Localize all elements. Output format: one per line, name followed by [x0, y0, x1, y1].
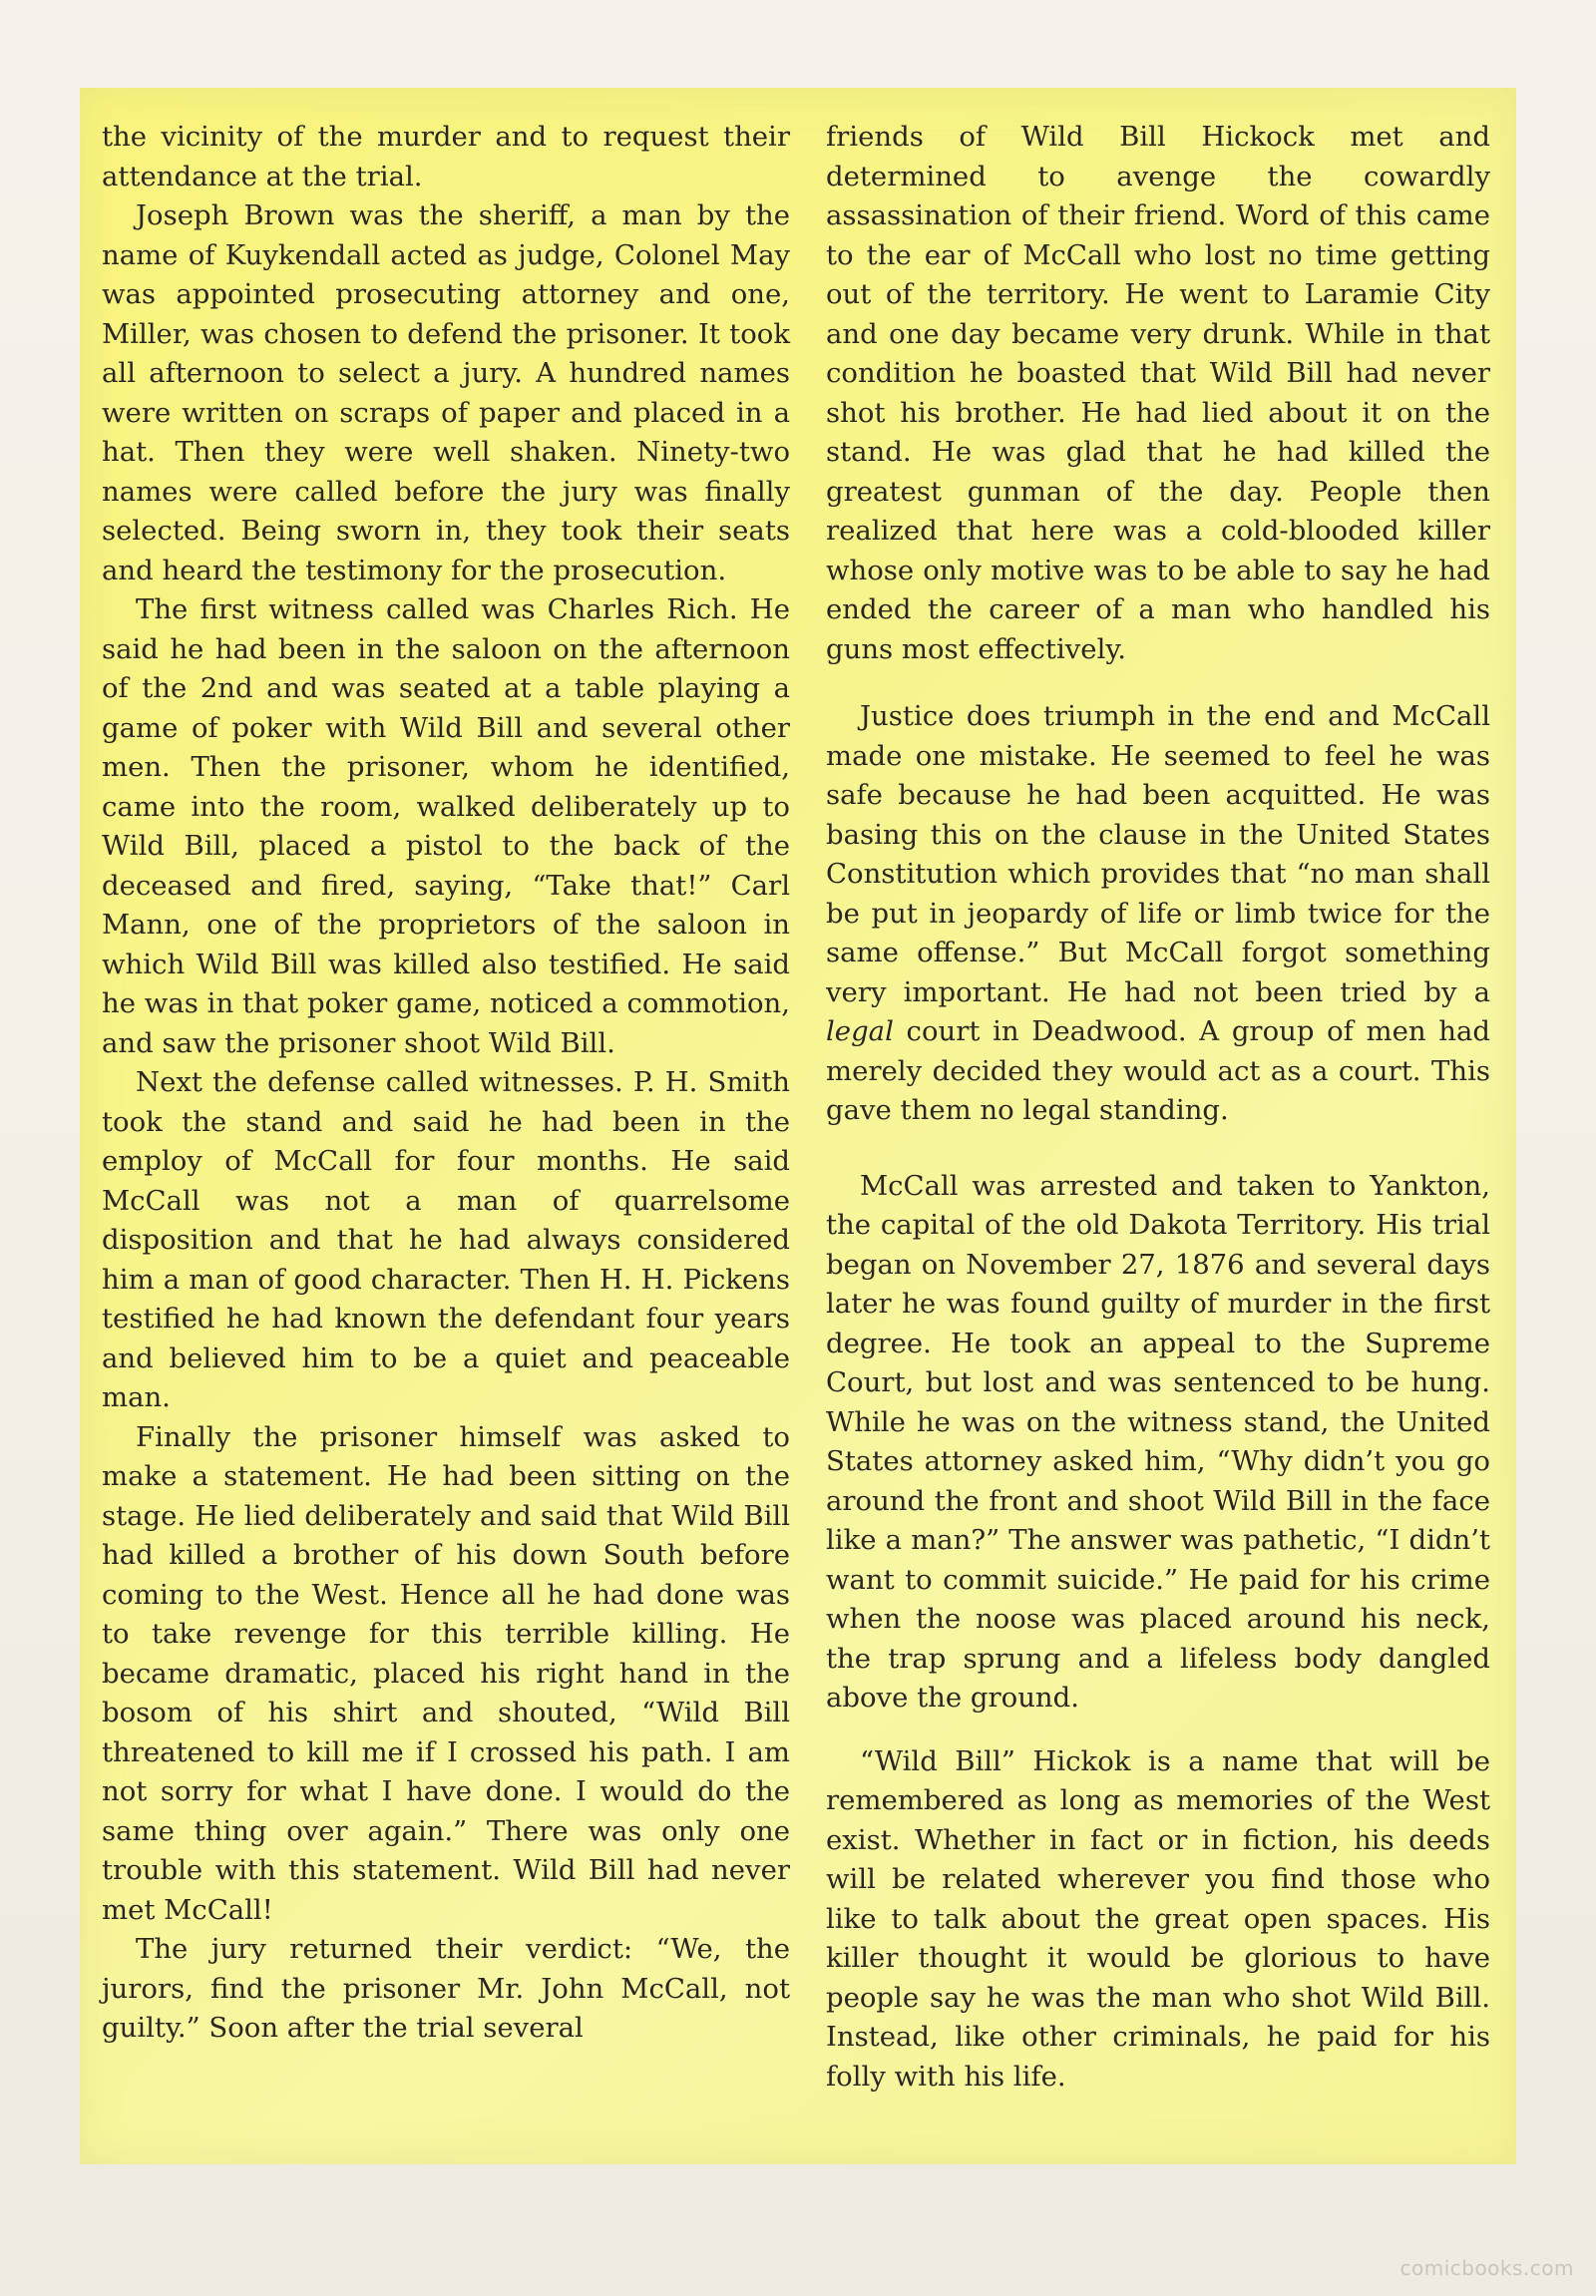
left-column	[102, 118, 790, 2049]
left-paragraph-1: the vicinity of the murder and to request their attendance at the trial.	[102, 121, 790, 192]
right-paragraph-4: “Wild Bill” Hickok is a name that will be remembered as long as memories of the West exist. Whether in fact or in fiction, his deeds will be related wherever you find those who like to talk about the great open spaces. His killer thought it would be glorious to have people say he was the man who shot Wild Bill. Instead, like other criminals, he paid for his folly with his life.	[826, 1744, 1490, 2093]
right-paragraph-1: friends of Wild Bill Hickock met and determined to avenge the cowardly assassination of their friend. Word of this came to the ear of McCall who lost no time getting out of the territory. He went to Laramie City and one day became very drunk. While in that condition he boasted that Wild Bill had never shot his brother. He had lied about it on the stand. He was glad that he had killed the greatest gunman of the day. People then realized that here was a cold-blooded killer whose only motive was to be able to say he had ended the career of a man who handled his guns most effectively.	[826, 121, 1490, 665]
left-paragraph-6: The jury returned their verdict: “We, the jurors, find the prisoner Mr. John McCall, not guilty.” Soon after the trial several	[102, 1933, 790, 2044]
right-column	[826, 118, 1490, 2097]
right-paragraph-2-after: court in Deadwood. A group of men had merely decided they would act as a court. This gave them no legal standing.	[826, 1015, 1490, 1126]
right-paragraph-2-before: Justice does triumph in the end and McCall made one mistake. He seemed to feel he was safe because he had been acquitted. He was basing this on the clause in the United States Constitution which provides that “no man shall be put in jeopardy of life or limb twice for the same offense.” But McCall forgot something very important. He had not been tried by a	[826, 700, 1490, 1008]
site-watermark: comicbooks.com	[1399, 2256, 1574, 2280]
left-paragraph-2: Joseph Brown was the sheriff, a man by the name of Kuykendall acted as judge, Colonel May was appointed prosecuting attorney and one, Miller, was chosen to defend the prisoner. It took all afternoon to select a jury. A hundred names were written on scraps of paper and placed in a hat. Then they were well shaken. Ninety-two names were called before the jury was finally selected. Being sworn in, they took their seats and heard the testimony for the prosecution.	[102, 199, 790, 586]
right-paragraph-2	[826, 697, 1490, 1131]
right-paragraph-3: McCall was arrested and taken to Yankton, the capital of the old Dakota Territory. His trial began on November 27, 1876 and several days later he was found guilty of murder in the first degree. He took an appeal to the Supreme Court, but lost and was sentenced to be hung. While he was on the witness stand, the United States attorney asked him, “Why didn’t you go around the front and shoot Wild Bill in the face like a man?” The answer was pathetic, “I didn’t want to commit suicide.” He paid for his crime when the noose was placed around his neck, the trap sprung and a lifeless body dangled above the ground.	[826, 1169, 1490, 1714]
left-paragraph-5: Finally the prisoner himself was asked to make a statement. He had been sitting on the stage. He lied deliberately and said that Wild Bill had killed a brother of his down South before coming to the West. Hence all he had done was to take revenge for this terrible killing. He became dramatic, placed his right hand in the bosom of his shirt and shouted, “Wild Bill threatened to kill me if I crossed his path. I am not sorry for what I have done. I would do the same thing over again.” There was only one trouble with this statement. Wild Bill had never met McCall!	[102, 1420, 790, 1926]
left-paragraph-3: The first witness called was Charles Rich. He said he had been in the saloon on the afternoon of the 2nd and was seated at a table playing a game of poker with Wild Bill and several other men. Then the prisoner, whom he identified, came into the room, walked deliberately up to Wild Bill, placed a pistol to the back of the deceased and fired, saying, “Take that!” Carl Mann, one of the proprietors of the saloon in which Wild Bill was killed also testified. He said he was in that poker game, noticed a commotion, and saw the prisoner shoot Wild Bill.	[102, 593, 790, 1059]
legal-emphasis: legal	[826, 1015, 894, 1047]
left-paragraph-4: Next the defense called witnesses. P. H. Smith took the stand and said he had been in the employ of McCall for four months. He said McCall was not a man of quarrelsome disposition and that he had always considered him a man of good character. Then H. H. Pickens testified he had known the defendant four years and believed him to be a quiet and peaceable man.	[102, 1066, 790, 1413]
